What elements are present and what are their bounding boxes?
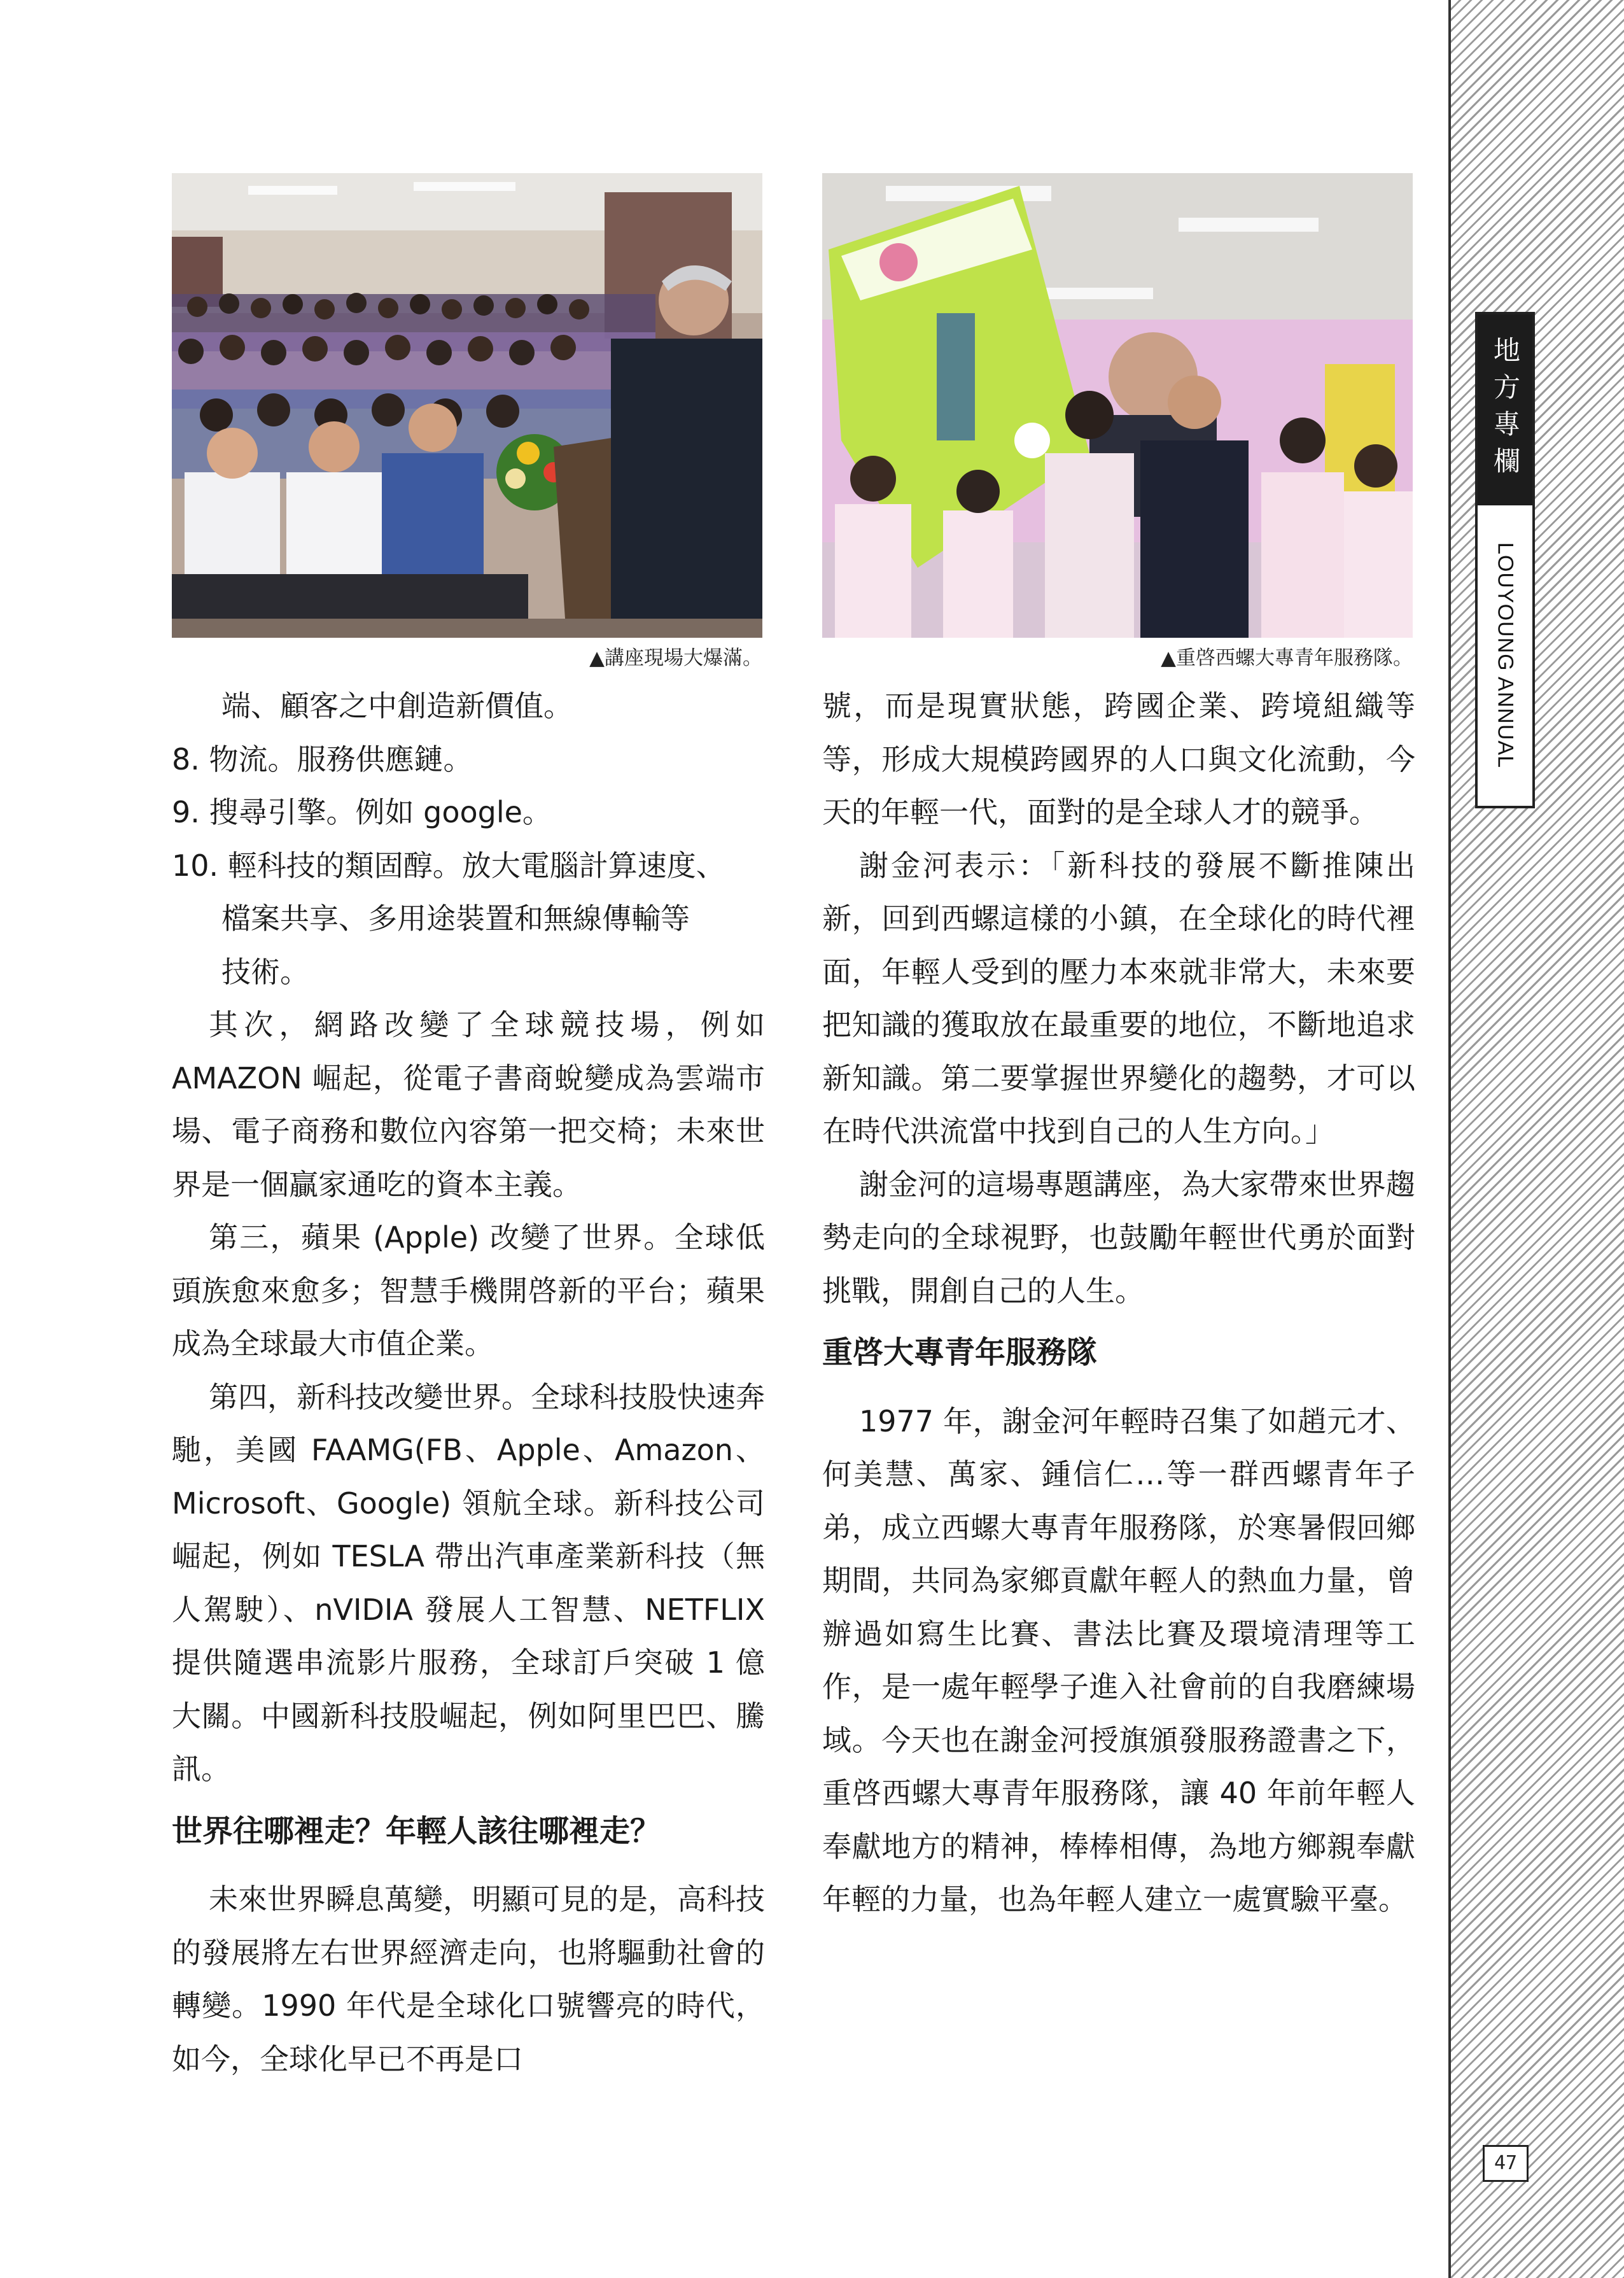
- list-item-10: 10. 輕科技的類固醇。放大電腦計算速度、: [172, 848, 725, 883]
- service-team-photo: [822, 173, 1413, 638]
- paragraph-lecture: 謝金河的這場專題講座，為大家帶來世界趨勢走向的全球視野，也鼓勵年輕世代勇於面對挑戰，開創自己的人生。: [822, 1167, 1415, 1308]
- paragraph-future: 未來世界瞬息萬變，明顯可見的是，高科技的發展將左右世界經濟走向，也將驅動社會的轉變。1990 年代是全球化口號響亮的時代，如今，全球化早已不再是口: [172, 1882, 765, 2076]
- paragraph-apple: 第三，蘋果 (Apple) 改變了世界。全球低頭族愈來愈多；智慧手機開啓新的平台；蘋果成為全球最大市值企業。: [172, 1220, 765, 1361]
- paragraph-quote: 謝金河表示：「新科技的發展不斷推陳出新，回到西螺這樣的小鎮，在全球化的時代裡面，年輕人受到的壓力本來就非常大，未來要把知識的獲取放在最重要的地位，不斷地追求新知識。第二要掌握世界變化的趨勢，才可以在時代洪流當中找到自己的人生方向。」: [822, 848, 1415, 1148]
- column-tab-section: [1478, 314, 1532, 505]
- list-item-10-line-2: 檔案共享、多用途裝置和無線傳輸等: [221, 901, 690, 936]
- left-photo-caption: ▲講座現場大爆滿。: [589, 647, 762, 670]
- left-text-column: [172, 680, 765, 2086]
- right-text-column: [822, 680, 1415, 1927]
- paragraph-1977: 1977 年，謝金河年輕時召集了如趙元才、何美慧、萬家、鍾信仁…等一群西螺青年子弟，成立西螺大專青年服務隊，於寒暑假回鄉期間，共同為家鄉貢獻年輕人的熱血力量，曾辦過如寫生比賽、書法比賽及環境清理等工作，是一處年輕學子進入社會前的自我磨練場域。今天也在謝金河授旗頒發服務證書之下，重啓西螺大專青年服務隊，讓 40 年前年輕人奉獻地方的精神，棒棒相傳，為地方鄉親奉獻年輕的力量，也為年輕人建立一處實驗平臺。: [822, 1403, 1415, 1916]
- column-tab: [1475, 312, 1535, 808]
- section-label: 地方專欄: [1490, 336, 1521, 484]
- service-team-illustration: [822, 173, 1413, 638]
- lecture-hall-illustration: [172, 173, 762, 638]
- page-number: 47: [1483, 2145, 1529, 2182]
- paragraph-new-tech: 第四，新科技改變世界。全球科技股快速奔馳，美國 FAAMG(FB、Apple、Amazon、Microsoft、Google) 領航全球。新科技公司崛起，例如 TESLA 帶出汽車產業新科技（無人駕駛）、nVIDIA 發展人工智慧、NETFLIX 提供隨選串流影片服務，全球訂戶突破 1 億大關。中國新科技股崛起，例如阿里巴巴、騰訊。: [172, 1379, 765, 1786]
- column-tab-magazine: [1478, 505, 1532, 806]
- section-heading-world-direction: 世界往哪裡走？年輕人該往哪裡走？: [172, 1813, 661, 1849]
- list-item-10-line-3: 技術。: [221, 954, 309, 989]
- paragraph-network: 其次，網路改變了全球競技場，例如 AMAZON 崛起，從電子書商蛻變成為雲端市場、電子商務和數位內容第一把交椅；未來世界是一個贏家通吃的資本主義。: [172, 1008, 765, 1202]
- list-item-9: 9. 搜尋引擎。例如 google。: [172, 795, 552, 829]
- section-heading-youth-service: 重啓大專青年服務隊: [822, 1335, 1098, 1370]
- right-photo-caption: ▲重啓西螺大專青年服務隊。: [1161, 647, 1413, 670]
- paragraph-globalization-cont: 號，而是現實狀態，跨國企業、跨境組織等等，形成大規模跨國界的人口與文化流動，今天的年輕一代，面對的是全球人才的競爭。: [822, 689, 1415, 829]
- list-item-8: 8. 物流。服務供應鏈。: [172, 742, 473, 777]
- list-continuation-line: 端、顧客之中創造新價值。: [221, 689, 573, 723]
- lecture-hall-photo: [172, 173, 762, 638]
- magazine-name: LOUYOUNG ANNUAL: [1493, 542, 1518, 769]
